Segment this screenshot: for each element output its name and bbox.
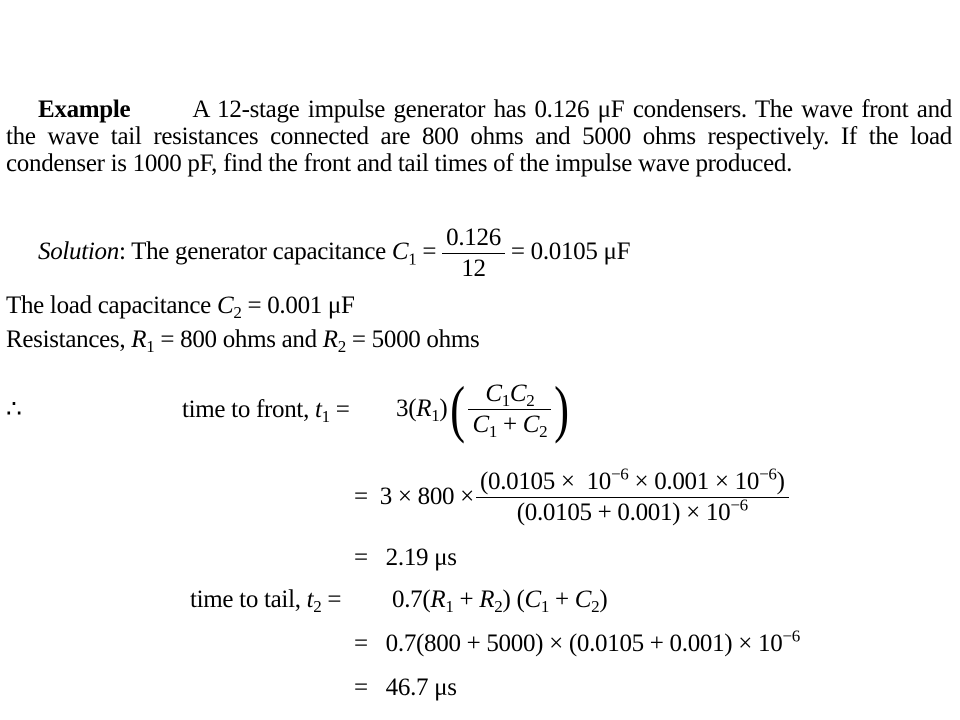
example-text: A 12-stage impulse generator has 0.126 μF condensers. The wave front and the wave tail resistances connected are 800 ohms and 5000 ohms respectively. If the load condenser is 1000 pF, find the front and tail times of the impulse wave produced. [6,96,952,177]
tail-substitution: = $0.7(800 + 5000) \times (0.0105 + 0.001) \times 10^{-6}$ [354,626,800,657]
therefore-symbol: ∴ [6,396,22,423]
time-to-tail-formula: $0.7(R_1 + R_2) (C_1 + C_2)$ [392,586,608,617]
solution-colon: : [118,238,126,266]
tail-result: = 46.7 μs [354,674,457,701]
load-capacitance-line: The load capacitance $C_2 = 0.001$ μF [6,292,355,323]
generator-capacitance-fraction: $\frac{0.126}{12}$ [442,224,505,283]
example-heading: Example [38,96,131,123]
time-to-tail-label: time to tail, $t_2$ = [190,586,342,617]
front-result: = 2.19 μs [354,544,457,571]
generator-capacitance-result: 0.0105 μF [530,238,631,266]
time-to-front-label: time to front, $t_1$ = [182,396,350,427]
solution-label: Solution [38,238,119,266]
time-to-front-formula: $3(R_1)$ ( $\frac{C_1C_2}{C_1 + C_2}$ ) [396,373,570,444]
solution-line: Solution: The generator capacitance $C_1$ = $\frac{0.126}{12}$ = 0.0105 μF [38,224,631,282]
front-substitution: = 3 × 800 × $\frac{(0.0105 \times 10^{-6} \times 0.001 \times 10^{-6})}{(0.0105 + 0.001) \times 10^{-6}}$ [354,466,789,528]
generator-capacitance-text: The generator capacitance [131,238,386,266]
example-paragraph [6,96,952,177]
resistances-line: Resistances, $R_1 = 800$ ohms and $R_2 = 5000$ ohms [6,326,480,357]
